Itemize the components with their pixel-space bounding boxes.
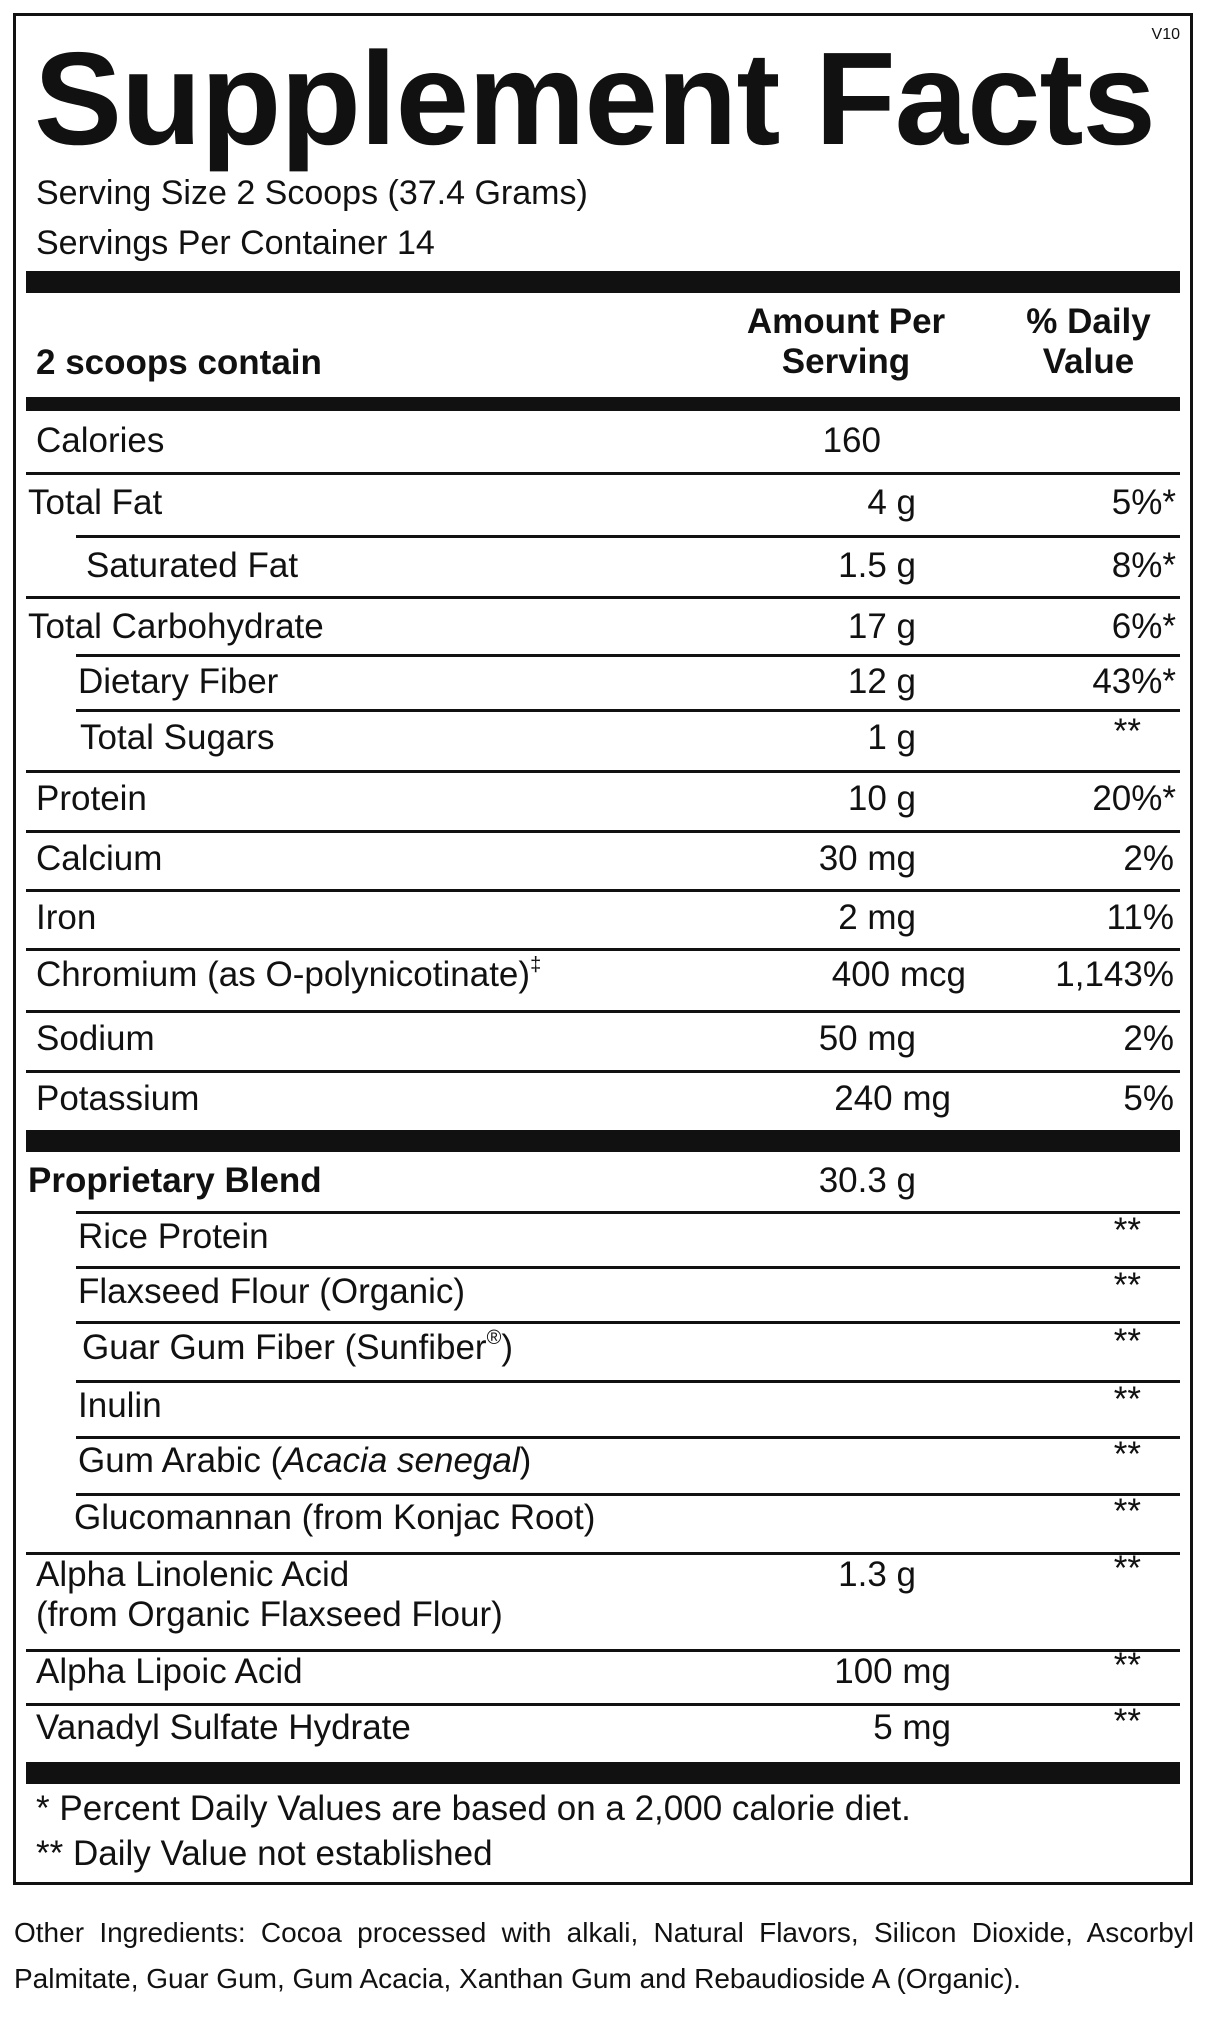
other-ingredients: Other Ingredients: Cocoa processed with alkali, Natural Flavors, Silicon Dioxide, Ascorbyl Palmitate, Guar Gum, Gum Acacia, Xanthan Gum and Rebaudioside A (Organic). <box>14 1917 1194 1994</box>
blend-name: Proprietary Blend <box>28 1161 322 1200</box>
nutrient-name-chromium <box>36 955 541 995</box>
extra-daily-value: ** <box>1113 1549 1141 1588</box>
nutrient-daily-value: 11% <box>1106 898 1174 937</box>
blend-item-daily-value: ** <box>1113 1435 1141 1474</box>
thick-divider <box>26 1762 1180 1784</box>
extra-daily-value: ** <box>1113 1702 1141 1741</box>
blend-item-name: Gum Arabic ( <box>78 1441 283 1480</box>
extra-name: Alpha Lipoic Acid <box>36 1652 303 1691</box>
nutrient-amount: 160 <box>822 421 881 460</box>
column-header-amount <box>726 302 966 382</box>
row-divider <box>76 654 1180 657</box>
serving-size: Serving Size 2 Scoops (37.4 Grams) <box>36 174 588 212</box>
nutrient-name: Total Fat <box>28 483 163 522</box>
nutrient-name: Total Carbohydrate <box>28 607 324 646</box>
servings-per-container: Servings Per Container 14 <box>36 224 435 262</box>
nutrient-name: Protein <box>36 779 147 818</box>
thick-divider <box>26 271 1180 293</box>
blend-item-daily-value: ** <box>1113 1211 1141 1250</box>
footnote-daily-values: * Percent Daily Values are based on a 2,000 calorie diet. <box>36 1789 911 1828</box>
blend-item-name: Glucomannan (from Konjac Root) <box>74 1498 596 1537</box>
nutrient-amount: 240 mg <box>834 1079 951 1118</box>
amount-header-line2: Serving <box>781 342 911 381</box>
nutrient-daily-value: 5%* <box>1111 483 1176 522</box>
blend-item-name: Flaxseed Flour (Organic) <box>78 1272 466 1311</box>
nutrient-name: Calories <box>36 421 165 460</box>
blend-item-sunfiber <box>82 1328 513 1368</box>
row-divider <box>26 1010 1180 1013</box>
footnote-not-established: ** Daily Value not established <box>36 1834 493 1873</box>
extra-name-line2: (from Organic Flaxseed Flour) <box>36 1595 503 1634</box>
blend-item-name: Guar Gum Fiber (Sunfiber <box>82 1328 487 1367</box>
row-divider <box>76 1493 1180 1496</box>
row-divider <box>26 472 1180 475</box>
nutrient-name: Potassium <box>36 1079 200 1118</box>
supplement-facts-panel <box>13 13 1193 1885</box>
nutrient-name: Total Sugars <box>80 718 275 757</box>
extra-name: Alpha Linolenic Acid <box>36 1555 350 1594</box>
nutrient-name: Calcium <box>36 839 163 878</box>
row-divider <box>76 1211 1180 1214</box>
blend-item-daily-value: ** <box>1113 1492 1141 1531</box>
row-divider <box>26 830 1180 833</box>
column-header-contain: 2 scoops contain <box>36 343 322 382</box>
double-dagger-mark: ‡ <box>530 954 542 976</box>
version-code: V10 <box>1151 26 1180 43</box>
row-divider <box>26 889 1180 892</box>
extra-daily-value: ** <box>1113 1646 1141 1685</box>
thick-divider <box>26 1130 1180 1152</box>
blend-item-name: Inulin <box>78 1386 162 1425</box>
nutrient-name: Saturated Fat <box>86 546 299 585</box>
registered-mark: ® <box>486 1327 502 1349</box>
row-divider <box>76 1436 1180 1439</box>
blend-item-daily-value: ** <box>1113 1322 1141 1361</box>
dv-header-line1: % Daily <box>1026 302 1151 341</box>
row-divider <box>26 770 1180 773</box>
blend-item-latin-name: Acacia senegal <box>282 1441 520 1480</box>
nutrient-daily-value: 1,143% <box>1055 955 1174 994</box>
row-divider <box>76 1380 1180 1383</box>
nutrient-daily-value: 2% <box>1123 1019 1174 1058</box>
nutrient-daily-value: 8%* <box>1111 546 1176 585</box>
row-divider <box>26 1070 1180 1073</box>
extra-amount: 5 mg <box>873 1708 951 1747</box>
row-divider <box>76 535 1180 538</box>
nutrient-daily-value: 20%* <box>1092 779 1176 818</box>
blend-amount: 30.3 g <box>818 1161 916 1200</box>
extra-amount: 1.3 g <box>838 1555 916 1594</box>
extra-amount: 100 mg <box>834 1652 951 1691</box>
row-divider <box>76 1266 1180 1269</box>
row-divider <box>26 1703 1180 1706</box>
panel-title: Supplement Facts <box>34 25 1155 172</box>
nutrient-amount: 1.5 g <box>838 546 916 585</box>
nutrient-daily-value: 43%* <box>1092 662 1176 701</box>
nutrient-name: Chromium (as O-polynicotinate) <box>36 955 531 994</box>
nutrient-name: Iron <box>36 898 97 937</box>
extra-name: Vanadyl Sulfate Hydrate <box>36 1708 411 1747</box>
nutrient-amount: 1 g <box>867 718 916 757</box>
header-divider <box>26 397 1180 411</box>
nutrient-amount: 400 mcg <box>831 955 966 994</box>
row-divider <box>26 948 1180 951</box>
nutrient-amount: 17 g <box>847 607 916 646</box>
column-header-daily-value <box>1006 302 1171 382</box>
closing-paren: ) <box>501 1328 513 1367</box>
dv-header-line2: Value <box>1042 342 1135 381</box>
blend-item-name: Rice Protein <box>78 1217 269 1256</box>
nutrient-amount: 12 g <box>847 662 916 701</box>
nutrient-amount: 30 mg <box>818 839 916 878</box>
nutrient-amount: 4 g <box>867 483 916 522</box>
amount-header-line1: Amount Per <box>746 302 946 341</box>
nutrient-daily-value: ** <box>1113 712 1141 751</box>
blend-item-gum-arabic <box>78 1441 531 1481</box>
nutrient-amount: 50 mg <box>818 1019 916 1058</box>
nutrient-name: Sodium <box>36 1019 155 1058</box>
row-divider <box>76 709 1180 712</box>
blend-item-daily-value: ** <box>1113 1266 1141 1305</box>
row-divider <box>76 1321 1180 1324</box>
row-divider <box>26 596 1180 599</box>
nutrient-daily-value: 2% <box>1123 839 1174 878</box>
nutrient-name: Dietary Fiber <box>78 662 279 701</box>
nutrient-daily-value: 6%* <box>1111 607 1176 646</box>
nutrient-amount: 2 mg <box>838 898 916 937</box>
blend-item-daily-value: ** <box>1113 1380 1141 1419</box>
nutrient-amount: 10 g <box>847 779 916 818</box>
closing-paren: ) <box>519 1441 532 1480</box>
nutrient-daily-value: 5% <box>1123 1079 1174 1118</box>
